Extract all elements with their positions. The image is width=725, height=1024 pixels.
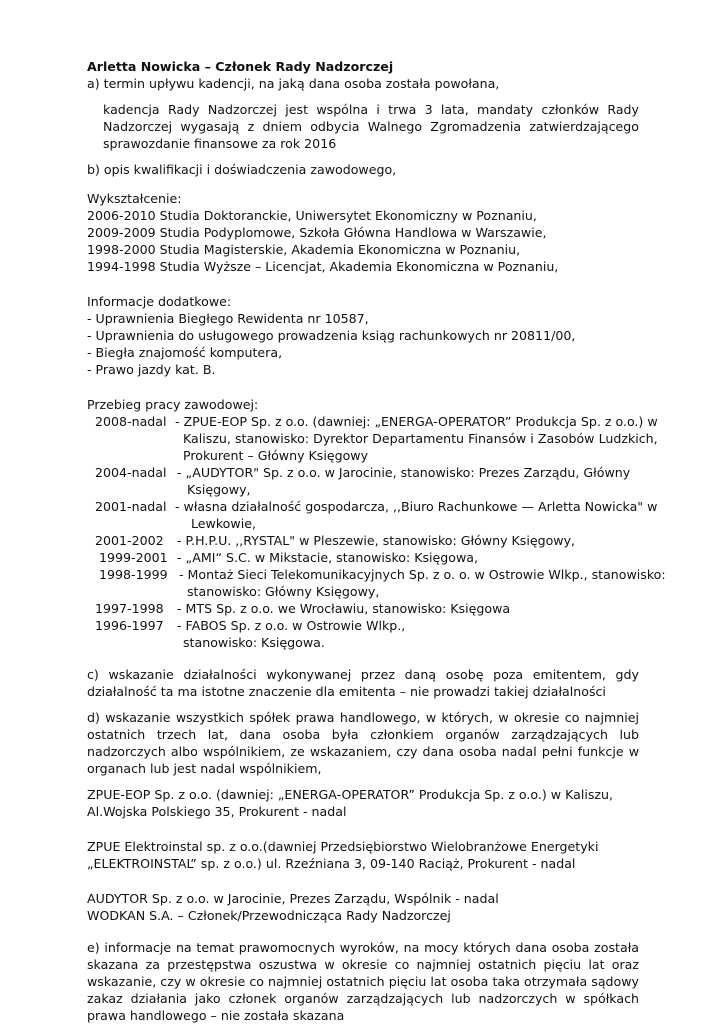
document-title: Arletta Nowicka – Członek Rady Nadzorczej xyxy=(87,59,394,74)
work-entry xyxy=(87,532,639,549)
work-description: - „AUDYTOR" Sp. z o.o. w Jarocinie, stanowisko: Prezes Zarządu, Główny xyxy=(177,465,631,480)
work-entry xyxy=(87,413,658,464)
document-page xyxy=(87,58,666,1024)
work-years: 2004-nadal xyxy=(95,465,167,480)
work-description: - Montaż Sieci Telekomunikacyjnych Sp. z o. o. w Ostrowie Wlkp., stanowisko: xyxy=(179,567,666,582)
work-years: 1999-2001 xyxy=(99,550,168,565)
education-label: Wykształcenie: xyxy=(87,191,182,206)
work-history xyxy=(87,413,666,651)
work-description: - FABOS Sp. z o.o. w Ostrowie Wlkp., xyxy=(177,618,406,633)
work-description-cont: stanowisko: Księgowa. xyxy=(183,635,325,650)
education-item: 1994-1998 Studia Wyższe – Licencjat, Akademia Ekonomiczna w Poznaniu, xyxy=(87,259,559,274)
work-entry xyxy=(87,498,658,532)
work-description-cont: Lewkowie, xyxy=(191,516,256,531)
work-years: 1996-1997 xyxy=(95,618,164,633)
work-entry xyxy=(87,566,666,600)
work-description: - „AMI“ S.C. w Mikstacie, stanowisko: Księgowa, xyxy=(177,550,479,565)
additional-info-item: - Biegła znajomość komputera, xyxy=(87,345,283,360)
work-description: - ZPUE-EOP Sp. z o.o. (dawniej: „ENERGA-OPERATOR” Produkcja Sp. z o.o.) w xyxy=(175,414,658,429)
work-description: - P.H.P.U. ,,RYSTAL" w Pleszewie, stanowisko: Główny Księgowy, xyxy=(177,533,576,548)
company-line: „ELEKTROINSTAL” sp. z o.o.) ul. Rzeźniana 3, 09-140 Raciąż, Prokurent - nadal xyxy=(87,856,576,871)
work-description-cont: stanowisko: Główny Księgowy, xyxy=(187,584,380,599)
work-description: - własna działalność gospodarcza, ,,Biuro Rachunkowe — Arletta Nowicka" w xyxy=(175,499,658,514)
work-description-cont: Kaliszu, stanowisko: Dyrektor Departamentu Finansów i Zasobów Ludzkich, Prokurent – Główny Księgowy xyxy=(183,431,658,463)
section-e-text: e) informacje na temat prawomocnych wyroków, na mocy których dana osoba została skazana za przestępstwa oszustwa w okresie co najmniej ostatnich pięciu lat oraz wskazanie, czy w okresie co najmniej ostatnich pięciu lat osoba taka otrzymała sądowy zakaz działania jako członek organów zarządzających lub nadzorczych w spółkach prawa handlowego – nie została skazana xyxy=(87,940,639,1023)
education-item: 1998-2000 Studia Magisterskie, Akademia Ekonomiczna w Poznaniu, xyxy=(87,242,521,257)
company-line: AUDYTOR Sp. z o.o. w Jarocinie, Prezes Zarządu, Wspólnik - nadal xyxy=(87,891,499,906)
company-line: Al.Wojska Polskiego 35, Prokurent - nadal xyxy=(87,804,347,819)
work-description-cont: Księgowy, xyxy=(187,482,251,497)
company-line: WODKAN S.A. – Członek/Przewodnicząca Rady Nadzorczej xyxy=(87,908,451,923)
work-years: 2001-2002 xyxy=(95,533,164,548)
work-entry xyxy=(87,464,639,498)
section-a-text: kadencja Rady Nadzorczej jest wspólna i trwa 3 lata, mandaty członków Rady Nadzorczej wygasają z dniem odbycia Walnego Zgromadzenia zatwierdzającego sprawozdanie finansowe za rok 2016 xyxy=(103,102,639,151)
work-history-label: Przebieg pracy zawodowej: xyxy=(87,397,259,412)
additional-info-label: Informacje dodatkowe: xyxy=(87,294,232,309)
company-line: ZPUE-EOP Sp. z o.o. (dawniej: „ENERGA-OPERATOR” Produkcja Sp. z o.o.) w Kaliszu, xyxy=(87,787,614,802)
section-c-text: c) wskazanie działalności wykonywanej przez daną osobę poza emitentem, gdy działalność ta ma istotne znaczenie dla emitenta – nie prowadzi takiej działalności xyxy=(87,667,639,699)
additional-info-item: - Uprawnienia do usługowego prowadzenia ksiąg rachunkowych nr 20811/00, xyxy=(87,328,576,343)
company-line: ZPUE Elektroinstal sp. z o.o.(dawniej Przedsiębiorstwo Wielobranżowe Energetyki xyxy=(87,839,599,854)
additional-info-item: - Uprawnienia Biegłego Rewidenta nr 10587, xyxy=(87,311,369,326)
section-b-heading: b) opis kwalifikacji i doświadczenia zawodowego, xyxy=(87,162,397,177)
education-item: 2009-2009 Studia Podyplomowe, Szkoła Główna Handlowa w Warszawie, xyxy=(87,225,547,240)
section-d-text: d) wskazanie wszystkich spółek prawa handlowego, w których, w okresie co najmniej ostatnich trzech lat, dana osoba była członkiem organów zarządzających lub nadzorczych albo wspólnikiem, ze wskazaniem, czy dana osoba nadal pełni funkcje w organach lub jest nadal wspólnikiem, xyxy=(87,710,639,776)
education-item: 2006-2010 Studia Doktoranckie, Uniwersytet Ekonomiczny w Poznaniu, xyxy=(87,208,537,223)
work-description: - MTS Sp. z o.o. we Wrocławiu, stanowisko: Księgowa xyxy=(177,601,511,616)
section-a-heading: a) termin upływu kadencji, na jaką dana osoba została powołana, xyxy=(87,76,500,91)
work-years: 2008-nadal xyxy=(95,414,167,429)
work-entry xyxy=(87,600,639,617)
work-entry xyxy=(87,617,639,651)
work-years: 1997-1998 xyxy=(95,601,164,616)
work-years: 2001-nadal xyxy=(95,499,167,514)
additional-info-item: - Prawo jazdy kat. B. xyxy=(87,362,216,377)
work-years: 1998-1999 xyxy=(99,567,168,582)
work-entry xyxy=(87,549,639,566)
